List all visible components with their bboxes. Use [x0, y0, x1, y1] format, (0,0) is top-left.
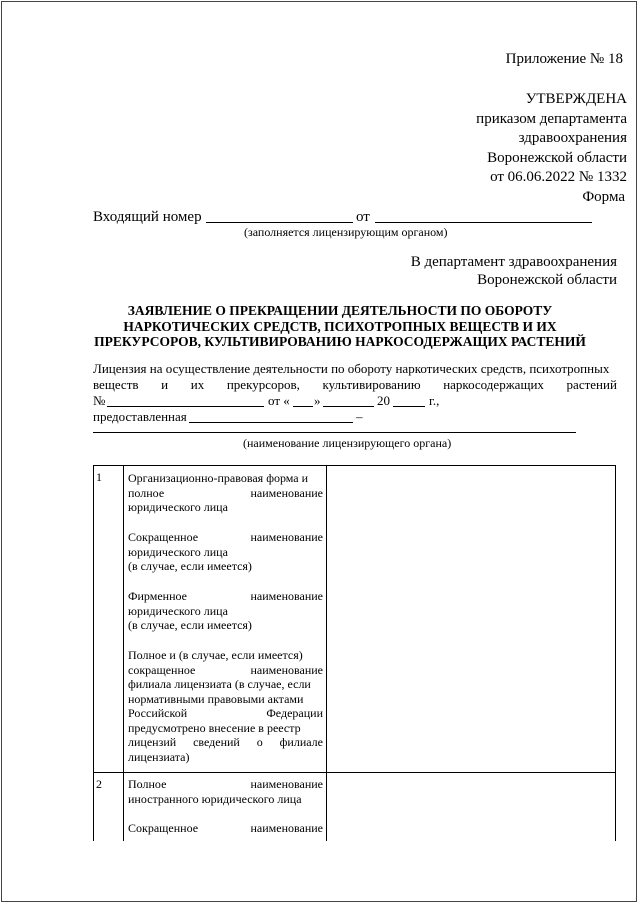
cell-line: [128, 706, 323, 721]
cell-line: [128, 821, 323, 836]
cell-line: [128, 589, 323, 604]
license-word: культивированию: [322, 377, 421, 392]
cell-line: предусмотрено внесение в реестр: [128, 720, 301, 735]
license-number-field[interactable]: [107, 406, 264, 407]
table-border-right: [615, 465, 616, 841]
cell-line: Организационно-правовая форма и: [128, 471, 309, 485]
cell-word: сокращенное: [128, 662, 196, 677]
cell-line: [128, 663, 323, 678]
license-text-line: Лицензия на осуществление деятельности по обороту наркотических средств, психотропных: [93, 361, 610, 376]
license-word: их: [190, 377, 205, 392]
incoming-note: (заполняется лицензирующим органом): [244, 225, 448, 239]
row-number: 2: [96, 777, 102, 791]
cell-word: Сокращенное: [128, 821, 199, 835]
approved-line: приказом департамента: [476, 110, 627, 127]
cell-line: иностранного юридического лица: [128, 791, 302, 806]
cell-line: юридического лица: [128, 544, 228, 559]
row-number: 1: [96, 470, 102, 484]
cell-line: [128, 735, 323, 750]
title-line: ПРЕКУРСОРОВ, КУЛЬТИВИРОВАНИЮ НАРКОСОДЕРЖАЩИХ РАСТЕНИЙ: [94, 334, 586, 349]
incoming-date-field[interactable]: [375, 222, 592, 223]
table-cell-label: [128, 648, 323, 764]
table-border-left: [93, 465, 94, 841]
incoming-number-label: Входящий номер: [93, 209, 202, 225]
approved-line: от 06.06.2022 № 1332: [490, 169, 627, 185]
incoming-number-field[interactable]: [206, 222, 353, 223]
cell-word: о: [256, 735, 263, 749]
approval-block: [427, 90, 627, 188]
license-date-close: »: [314, 393, 321, 408]
cell-word: наименование: [250, 821, 323, 835]
cell-word: полное: [128, 485, 165, 500]
title-line: НАРКОТИЧЕСКИХ СРЕДСТВ, ПСИХОТРОПНЫХ ВЕЩЕСТВ И ИХ: [123, 318, 557, 334]
cell-word: наименование: [250, 777, 323, 791]
approved-line: здравоохранения: [518, 130, 627, 146]
cell-word: Сокращенное: [128, 530, 199, 544]
table-cell-label: [128, 777, 323, 806]
license-number-sign: №: [93, 393, 106, 408]
license-month-field[interactable]: [323, 406, 374, 407]
cell-line: (в случае, если имеется): [128, 559, 252, 573]
table-cell-label: [128, 821, 323, 836]
table-value-cell[interactable]: [327, 773, 615, 841]
license-word: наркосодержащих: [443, 377, 544, 392]
license-authority-field-continued[interactable]: [93, 432, 576, 433]
license-granted-dash: –: [356, 409, 363, 424]
appendix-label: Приложение № 18: [505, 51, 623, 67]
license-word: веществ: [93, 377, 139, 392]
cell-word: Российской: [128, 706, 188, 720]
cell-word: филиале: [279, 735, 323, 749]
cell-line: лицензиата): [128, 749, 190, 764]
license-word: растений: [566, 377, 617, 392]
cell-word: сведений: [193, 735, 240, 749]
incoming-from-label: от: [356, 209, 370, 225]
cell-word: Федерации: [266, 706, 323, 720]
table-cell-label: [128, 589, 323, 633]
cell-line: [128, 486, 323, 501]
cell-word: наименование: [250, 530, 323, 544]
cell-word: наименование: [250, 589, 323, 603]
license-day-field[interactable]: [293, 406, 313, 407]
document-title: [60, 303, 620, 350]
approved-heading: УТВЕРЖДЕНА: [525, 91, 627, 107]
license-date-from: от «: [268, 393, 290, 408]
license-authority-field[interactable]: [189, 422, 353, 423]
cell-word: Полное: [128, 777, 167, 791]
table-column-divider: [123, 465, 124, 841]
license-year-field[interactable]: [393, 406, 425, 407]
cell-word: наименование: [250, 485, 323, 500]
cell-line: Полное и (в случае, если имеется): [128, 648, 303, 662]
license-authority-note: (наименование лицензирующего органа): [243, 436, 452, 450]
license-year-prefix: 20: [377, 393, 390, 408]
cell-word: наименование: [250, 662, 323, 677]
license-text-line: [93, 377, 617, 392]
cell-line: юридического лица: [128, 603, 228, 618]
cell-line: филиала лицензиата (в случае, если: [128, 677, 311, 691]
cell-word: лицензий: [128, 735, 177, 749]
table-cell-label: [128, 530, 323, 574]
license-granted-label: предоставленная: [93, 409, 187, 424]
title-line: ЗАЯВЛЕНИЕ О ПРЕКРАЩЕНИИ ДЕЯТЕЛЬНОСТИ ПО ОБОРОТУ: [127, 303, 553, 318]
approved-line: Воронежской области: [487, 149, 627, 166]
table-cell-label: [128, 471, 323, 515]
cell-line: [128, 777, 323, 792]
license-word: прекурсоров,: [226, 377, 300, 392]
license-word: и: [161, 377, 169, 392]
cell-line: [128, 530, 323, 545]
form-label: Форма: [582, 189, 625, 205]
cell-line: нормативными правовыми актами: [128, 691, 304, 706]
cell-line: (в случае, если имеется): [128, 618, 252, 632]
table-value-cell[interactable]: [327, 466, 615, 772]
addressee-line: В департамент здравоохранения: [410, 254, 617, 270]
cell-word: Фирменное: [128, 589, 187, 603]
cell-line: юридического лица: [128, 500, 228, 514]
license-year-suffix: г.,: [429, 393, 440, 408]
addressee-line: Воронежской области: [477, 272, 617, 288]
